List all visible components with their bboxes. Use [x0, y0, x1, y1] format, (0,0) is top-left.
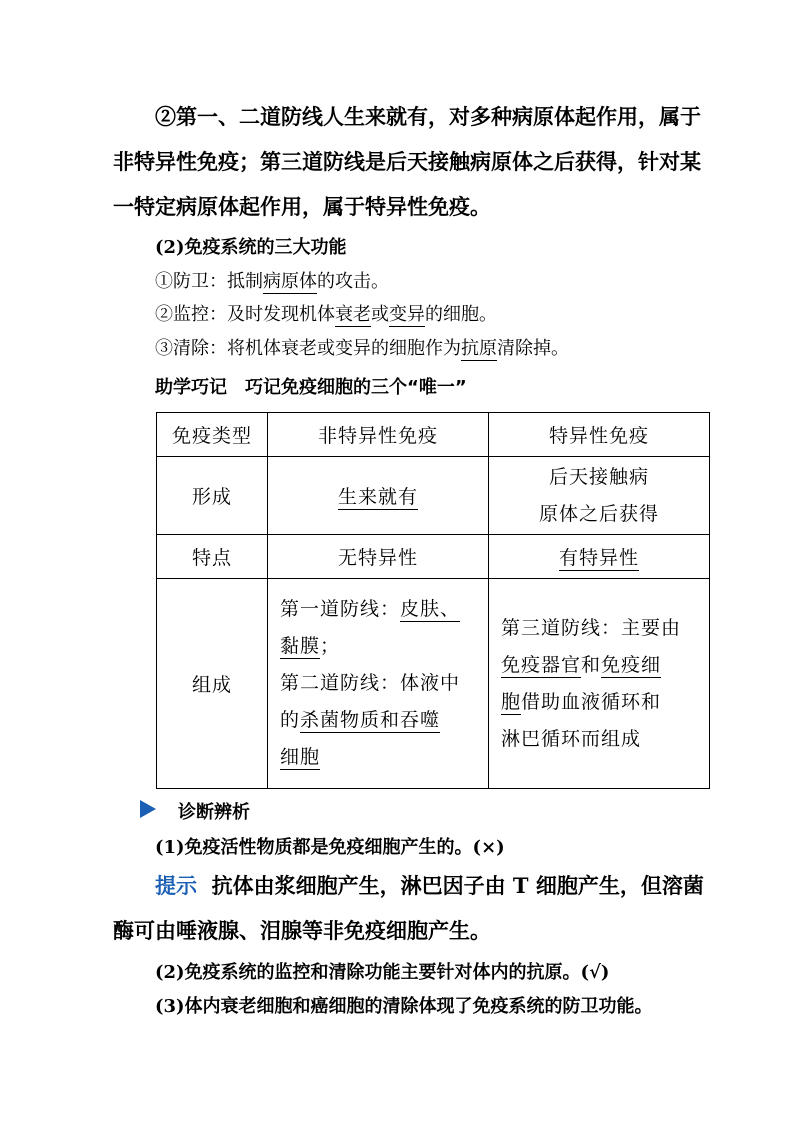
composition-ns-line5 [280, 739, 476, 776]
hint-text-1: 抗体由浆细胞产生，淋巴因子由 T 细胞产生，但溶菌 [211, 873, 704, 898]
intro-line-2: 非特异性免疫；第三道防线是后天接触病原体之后获得，针对某 [113, 149, 701, 174]
ns-bactericidal: 杀菌物质和吞噬 [300, 709, 441, 731]
arrow-icon [140, 800, 156, 818]
sp-immune-cells-b: 胞 [501, 690, 522, 713]
defense-suffix: 的攻击。 [317, 271, 389, 292]
defense-prefix: ①防卫：抵制 [155, 271, 263, 292]
ns-of: 的 [280, 709, 301, 731]
composition-sp-line3 [501, 684, 697, 721]
composition-sp-line1: 第三道防线：主要由 [501, 616, 682, 639]
header-nonspecific: 非特异性免疫 [268, 413, 489, 457]
hint-line-2: 酶可由唾液腺、泪腺等非免疫细胞产生。 [113, 918, 491, 943]
formation-specific-line1: 后天接触病 [548, 465, 649, 488]
table-row-formation [157, 457, 710, 535]
table-row-feature [157, 535, 710, 579]
clear-prefix: ③清除：将机体衰老或变异的细胞作为 [155, 338, 461, 359]
ns-cells: 细胞 [280, 746, 321, 768]
formation-specific [489, 457, 710, 535]
feature-specific-text: 有特异性 [558, 547, 639, 569]
intro-line-1: ②第一、二道防线人生来就有，对多种病原体起作用，属于 [155, 104, 701, 129]
ns-semicolon: ； [320, 635, 341, 657]
formation-nonspecific-text: 生来就有 [337, 486, 418, 508]
table-row-composition [157, 579, 710, 789]
monitor-suffix: 的细胞。 [425, 304, 497, 325]
sp-immune-cells-a: 免疫细 [601, 653, 662, 676]
monitor-keyword-aging: 衰老 [335, 304, 371, 325]
intro-line-3: 一特定病原体起作用，属于特异性免疫。 [113, 194, 491, 219]
monitor-keyword-mutation: 变异 [389, 304, 425, 325]
formation-label: 形成 [157, 457, 268, 535]
question-2: (2)免疫系统的监控和清除功能主要针对体内的抗原。(√) [155, 962, 610, 983]
hint-line-1 [155, 870, 704, 900]
function-monitor [155, 300, 497, 326]
function-defense [155, 267, 389, 293]
feature-specific [489, 535, 710, 579]
defense-keyword: 病原体 [263, 271, 317, 292]
feature-label: 特点 [157, 535, 268, 579]
composition-nonspecific [268, 579, 489, 789]
formation-specific-line2: 原体之后获得 [538, 502, 659, 525]
immunity-comparison-table [156, 412, 710, 789]
sp-and: 和 [581, 653, 602, 676]
clear-keyword: 抗原 [461, 338, 497, 359]
hint-label: 提示 [155, 874, 197, 898]
composition-ns-line1 [280, 591, 476, 628]
ns-first-line-label: 第一道防线： [280, 598, 401, 620]
header-specific: 特异性免疫 [489, 413, 710, 457]
composition-sp-line2 [501, 647, 697, 684]
composition-specific [489, 579, 710, 789]
composition-label: 组成 [157, 579, 268, 789]
table-header-row [157, 413, 710, 457]
question-1: (1)免疫活性物质都是免疫细胞产生的。(×) [155, 837, 505, 858]
composition-ns-line2 [280, 628, 476, 665]
feature-nonspecific: 无特异性 [268, 535, 489, 579]
question-3: (3)体内衰老细胞和癌细胞的清除体现了免疫系统的防卫功能。 [155, 996, 653, 1017]
composition-ns-line3: 第二道防线：体液中 [280, 672, 461, 694]
clear-suffix: 清除掉。 [497, 338, 569, 359]
monitor-prefix: ②监控：及时发现机体 [155, 304, 335, 325]
tip-title: 助学巧记 巧记免疫细胞的三个“唯一” [155, 377, 467, 398]
sp-via-blood: 借助血液循环和 [521, 690, 662, 713]
composition-sp-line4: 淋巴循环而组成 [501, 727, 642, 750]
header-type: 免疫类型 [157, 413, 268, 457]
diagnosis-title: 诊断辨析 [178, 802, 250, 823]
sp-immune-organs: 免疫器官 [501, 653, 582, 676]
formation-nonspecific [268, 457, 489, 535]
ns-skin: 皮肤、 [400, 598, 461, 620]
ns-mucosa: 黏膜 [280, 635, 321, 657]
function-clear [155, 334, 569, 360]
functions-heading: (2)免疫系统的三大功能 [155, 237, 347, 258]
monitor-mid: 或 [371, 304, 389, 325]
composition-ns-line4 [280, 702, 476, 739]
